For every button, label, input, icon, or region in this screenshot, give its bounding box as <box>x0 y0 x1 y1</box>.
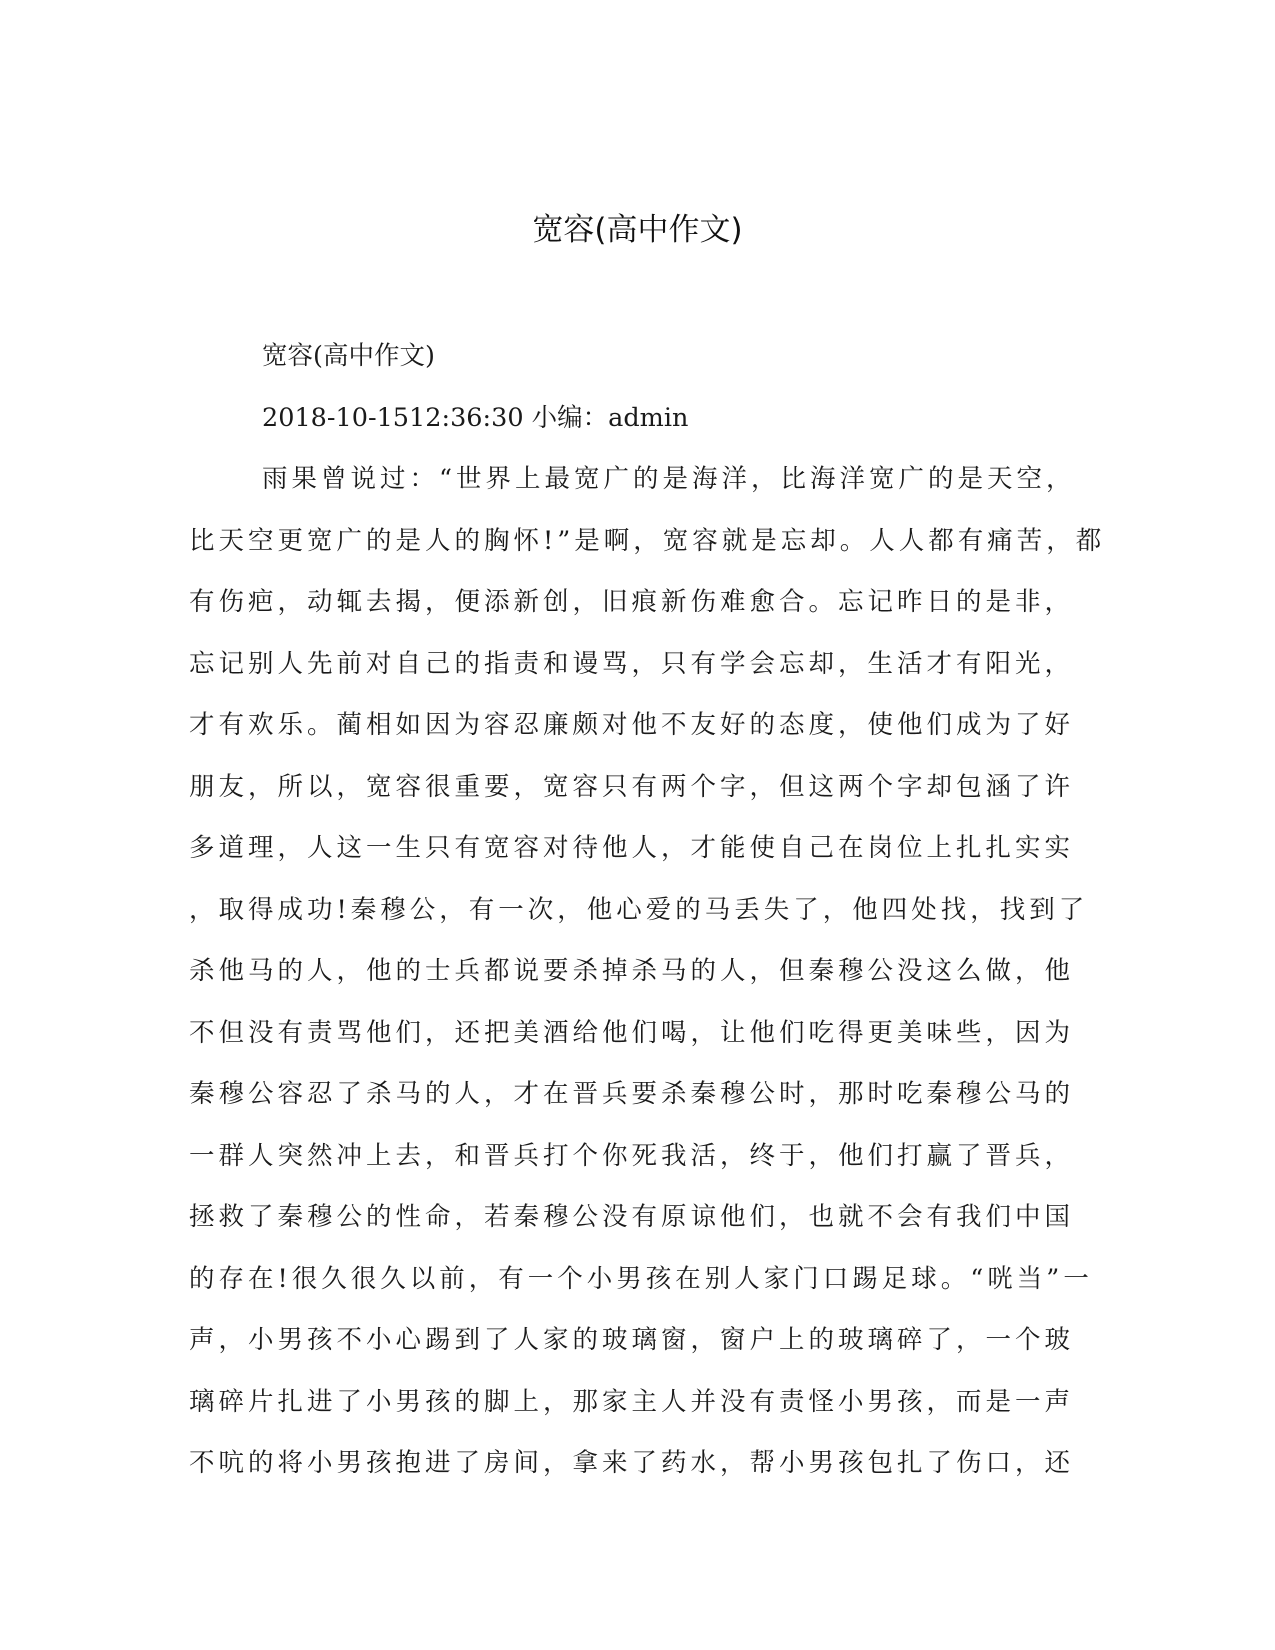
document-title: 宽容(高中作文) <box>532 212 743 248</box>
body-line: 一群人突然冲上去，和晋兵打个你死我活，终于，他们打赢了晋兵， <box>189 1140 1075 1171</box>
body-line: 才有欢乐。蔺相如因为容忍廉颇对他不友好的态度，使他们成为了好 <box>189 710 1075 740</box>
body-line: 朋友，所以，宽容很重要，宽容只有两个字，但这两个字却包涵了许 <box>189 771 1075 802</box>
body-line: 不但没有责骂他们，还把美酒给他们喝，让他们吃得更美味些，因为 <box>189 1017 1075 1048</box>
body-line: 声，小男孩不小心踢到了人家的玻璃窗，窗户上的玻璃碎了，一个玻 <box>189 1325 1075 1355</box>
body-line: 秦穆公容忍了杀马的人，才在晋兵要杀秦穆公时，那时吃秦穆公马的 <box>189 1079 1075 1109</box>
body-line: 的存在!很久很久以前，有一个小男孩在别人家门口踢足球。“咣当”一 <box>189 1263 1093 1294</box>
body-line: ，取得成功!秦穆公，有一次，他心爱的马丢失了，他四处找，找到了 <box>189 894 1089 925</box>
body-line: 雨果曾说过：“世界上最宽广的是海洋，比海洋宽广的是天空， <box>262 464 1076 494</box>
body-line: 比天空更宽广的是人的胸怀!”是啊，宽容就是忘却。人人都有痛苦，都 <box>189 525 1106 556</box>
body-line: 璃碎片扎进了小男孩的脚上，那家主人并没有责怪小男孩，而是一声 <box>189 1386 1075 1417</box>
body-line: 有伤疤，动辄去揭，便添新创，旧痕新伤难愈合。忘记昨日的是非， <box>189 587 1075 617</box>
body-line: 忘记别人先前对自己的指责和谩骂，只有学会忘却，生活才有阳光， <box>189 648 1075 679</box>
document-body <box>189 326 1106 1495</box>
body-line: 拯救了秦穆公的性命，若秦穆公没有原谅他们，也就不会有我们中国 <box>189 1202 1075 1232</box>
body-meta: 2018-10-1512:36:30 小编：admin <box>262 402 689 433</box>
body-subtitle: 宽容(高中作文) <box>262 341 435 371</box>
body-line: 杀他马的人，他的士兵都说要杀掉杀马的人，但秦穆公没这么做，他 <box>189 956 1075 986</box>
body-line: 多道理，人这一生只有宽容对待他人，才能使自己在岗位上扎扎实实 <box>189 833 1075 863</box>
body-line: 不吭的将小男孩抱进了房间，拿来了药水，帮小男孩包扎了伤口，还 <box>189 1448 1075 1478</box>
